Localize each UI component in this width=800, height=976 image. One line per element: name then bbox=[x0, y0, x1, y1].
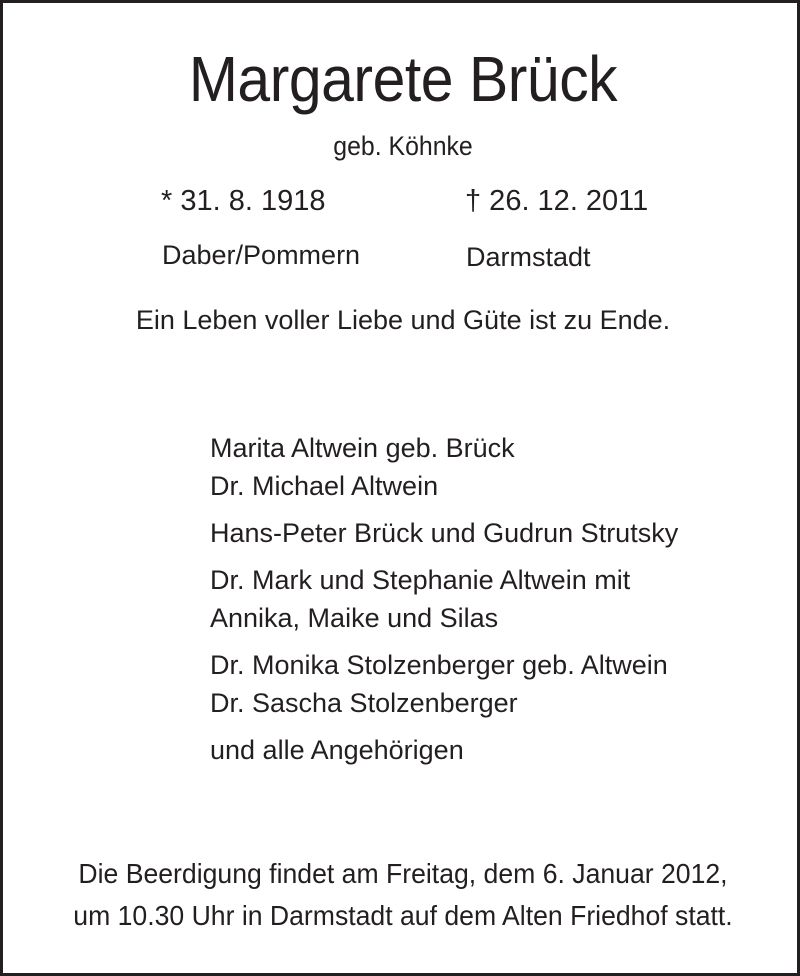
death-place: Darmstadt bbox=[466, 242, 591, 272]
funeral-line: Die Beerdigung findet am Freitag, dem 6. Januar 2012, bbox=[78, 858, 728, 889]
mourner-line: Dr. Sascha Stolzenberger bbox=[210, 688, 518, 718]
mourner-group bbox=[210, 429, 678, 505]
mourner-line: Dr. Michael Altwein bbox=[210, 471, 439, 501]
mourner-line: Dr. Monika Stolzenberger geb. Altwein bbox=[210, 650, 668, 680]
death-date: † 26. 12. 2011 bbox=[465, 185, 649, 217]
deceased-name: Margarete Brück bbox=[188, 43, 618, 115]
funeral-line: um 10.30 Uhr in Darmstadt auf dem Alten Friedhof statt. bbox=[73, 900, 733, 931]
maiden-name: geb. Köhnke bbox=[333, 131, 473, 161]
mourner-group bbox=[210, 646, 678, 722]
funeral-info bbox=[23, 853, 783, 937]
mourner-group bbox=[210, 514, 678, 552]
motto: Ein Leben voller Liebe und Güte ist zu Ende. bbox=[135, 305, 671, 335]
birth-place: Daber/Pommern bbox=[162, 240, 361, 270]
birth-date: * 31. 8. 1918 bbox=[161, 185, 326, 217]
mourner-line: Dr. Mark und Stephanie Altwein mit bbox=[210, 565, 631, 595]
mourner-group bbox=[210, 561, 678, 637]
mourner-line: Hans-Peter Brück und Gudrun Strutsky bbox=[210, 518, 679, 548]
mourner-line: Annika, Maike und Silas bbox=[210, 603, 499, 633]
mourner-line: Marita Altwein geb. Brück bbox=[210, 433, 515, 463]
mourners-list bbox=[210, 429, 678, 778]
mourner-line: und alle Angehörigen bbox=[210, 735, 464, 765]
mourner-group bbox=[210, 731, 678, 769]
